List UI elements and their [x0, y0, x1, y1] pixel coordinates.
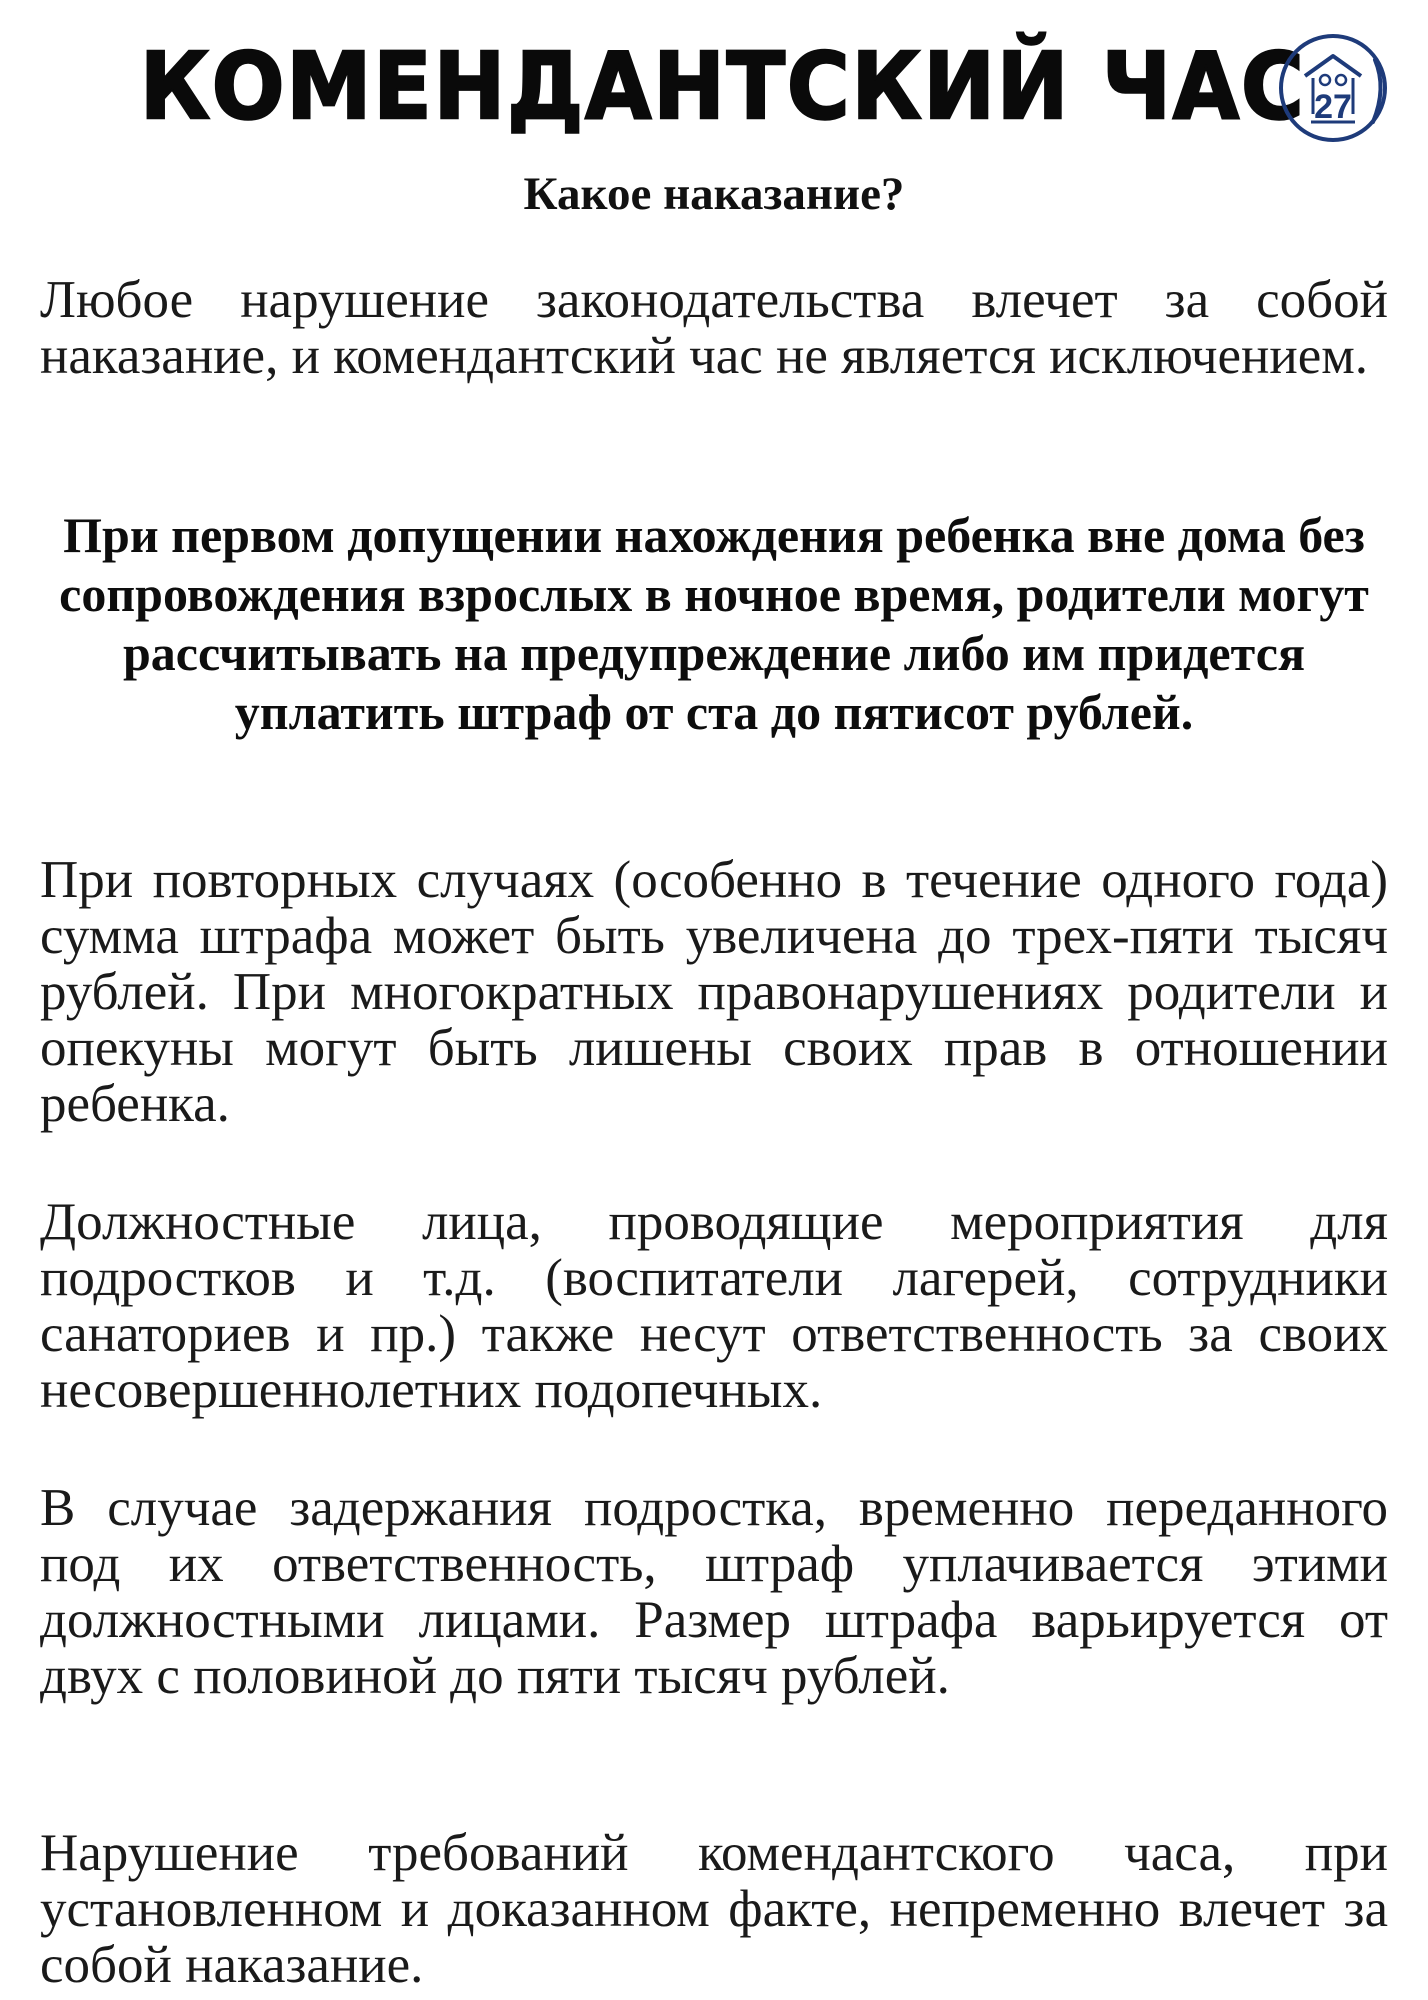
section-subtitle: Какое наказание?	[523, 168, 905, 220]
school-logo-icon	[1275, 30, 1391, 146]
paragraph-officials: Должностные лица, проводящие мероприятия для подростков и т.д. (воспитатели лагерей, сотрудники санаториев и пр.) также несут ответственность за своих несовершеннолетних подопечных.	[40, 1193, 1388, 1419]
paragraph-detention-fine: В случае задержания подростка, временно переданного под их ответственность, штраф уплачивается этими должностными лицами. Размер штрафа варьируется от двух с половиной до пяти тысяч рублей.	[40, 1479, 1388, 1705]
school-logo-emblem	[1275, 30, 1391, 146]
paragraph-intro: Любое нарушение законодательства влечет за собой наказание, и комендантский час не является исключением.	[40, 271, 1388, 385]
paragraph-repeat-offense: При повторных случаях (особенно в течение одного года) сумма штрафа может быть увеличена до трех-пяти тысяч рублей. При многократных правонарушениях родители и опекуны могут быть лишены своих прав в отношении ребенка.	[40, 851, 1388, 1133]
page-title: КОМЕНДАНТСКИЙ ЧАС	[139, 33, 1306, 140]
paragraph-first-offense: При первом допущении нахождения ребенка вне дома без сопровождения взрослых в ночное время, родители могут рассчитывать на предупреждение либо им придется уплатить штраф от ста до пятисот рублей.	[59, 507, 1369, 740]
paragraph-conclusion: Нарушение требований комендантского часа, при установленном и доказанном факте, непременно влечет за собой наказание.	[40, 1824, 1388, 1994]
school-logo-number: 27	[1314, 88, 1352, 126]
